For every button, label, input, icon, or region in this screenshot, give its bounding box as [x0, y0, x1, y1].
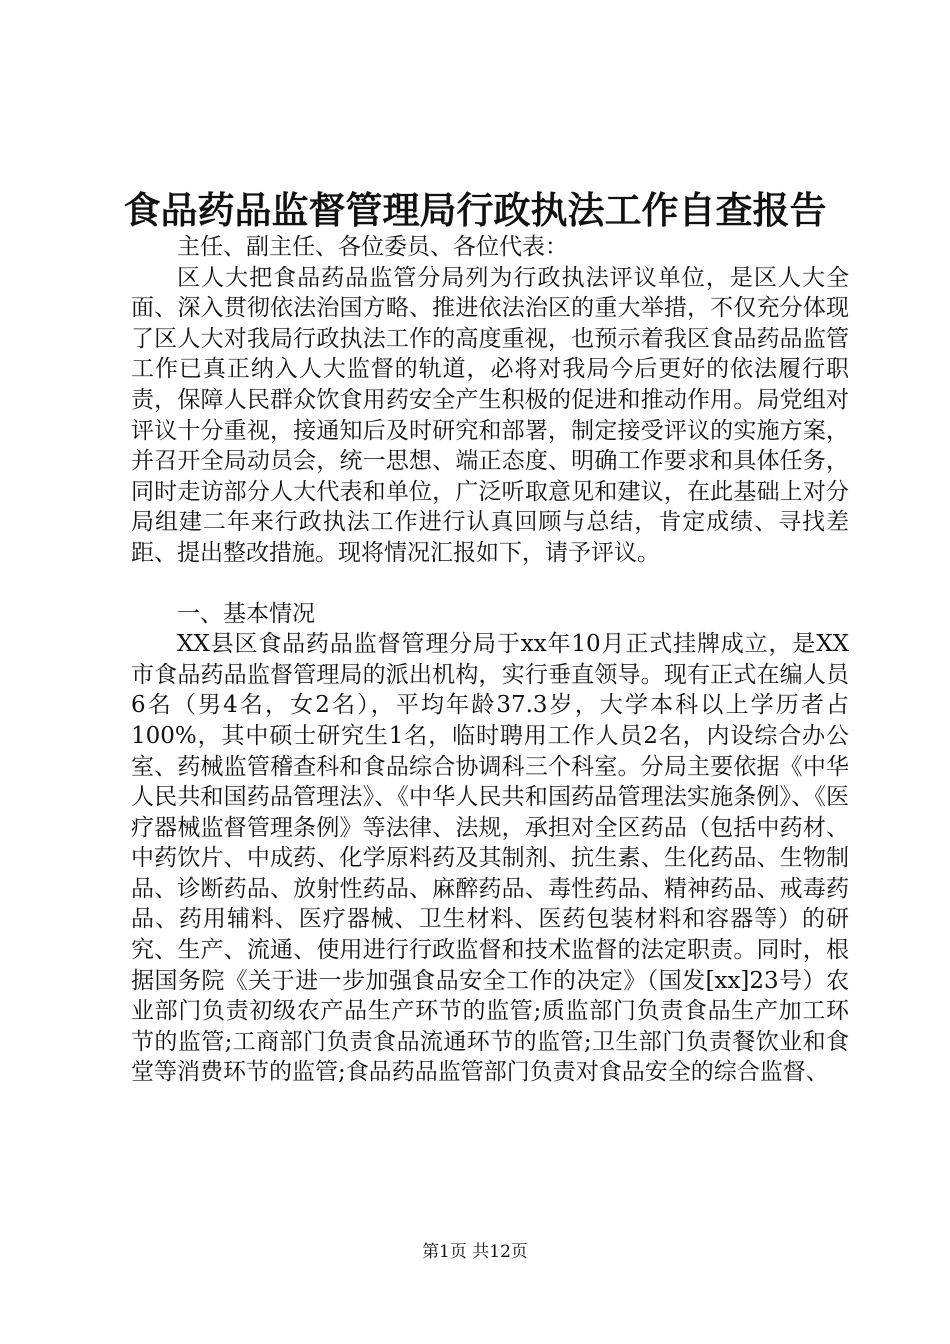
document-body [131, 232, 849, 1088]
page-footer: 第1页 共12页 [422, 1242, 528, 1262]
salutation: 主任、副主任、各位委员、各位代表： [177, 234, 568, 260]
document-title: 食品药品监督管理局行政执法工作自查报告 [123, 188, 827, 232]
intro-paragraph: 区人大把食品药品监管分局列为行政执法评议单位，是区人大全面、深入贯彻依法治国方略、推进依法治区的重大举措，不仅充分体现了区人大对我局行政执法工作的高度重视，也预示着我区食品药品监管工作已真正纳入人大监督的轨道，必将对我局今后更好的依法履行职责，保障人民群众饮食用药安全产生积极的促进和推动作用。局党组对评议十分重视，接通知后及时研究和部署，制定接受评议的实施方案，并召开全局动员会，统一思想、端正态度、明确工作要求和具体任务，同时走访部分人大代表和单位，广泛听取意见和建议，在此基础上对分局组建二年来行政执法工作进行认真回顾与总结，肯定成绩、寻找差距、提出整改措施。现将情况汇报如下，请予评议。 [131, 264, 849, 566]
section-body-basic-situation: XX县区食品药品监督管理分局于xx年10月正式挂牌成立，是XX市食品药品监督管理局的派出机构，实行垂直领导。现有正式在编人员6名（男4名，女2名），平均年龄37.3岁，大学本科以上学历者占100%，其中硕士研究生1名，临时聘用工作人员2名，内设综合办公室、药械监管稽查科和食品综合协调科三个科室。分局主要依据《中华人民共和国药品管理法》、《中华人民共和国药品管理法实施条例》、《医疗器械监督管理条例》等法律、法规，承担对全区药品（包括中药材、中药饮片、中成药、化学原料药及其制剂、抗生素、生化药品、生物制品、诊断药品、放射性药品、麻醉药品、毒性药品、精神药品、戒毒药品、药用辅料、医疗器械、卫生材料、医药包装材料和容器等）的研究、生产、流通、使用进行行政监督和技术监督的法定职责。同时，根据国务院《关于进一步加强食品安全工作的决定》（国发[xx]23号）农业部门负责初级农产品生产环节的监管;质监部门负责食品生产加工环节的监管;工商部门负责食品流通环节的监管;卫生部门负责餐饮业和食堂等消费环节的监管;食品药品监管部门负责对食品安全的综合监督、 [131, 631, 849, 1086]
section-heading-basic-situation: 一、基本情况 [177, 600, 315, 627]
